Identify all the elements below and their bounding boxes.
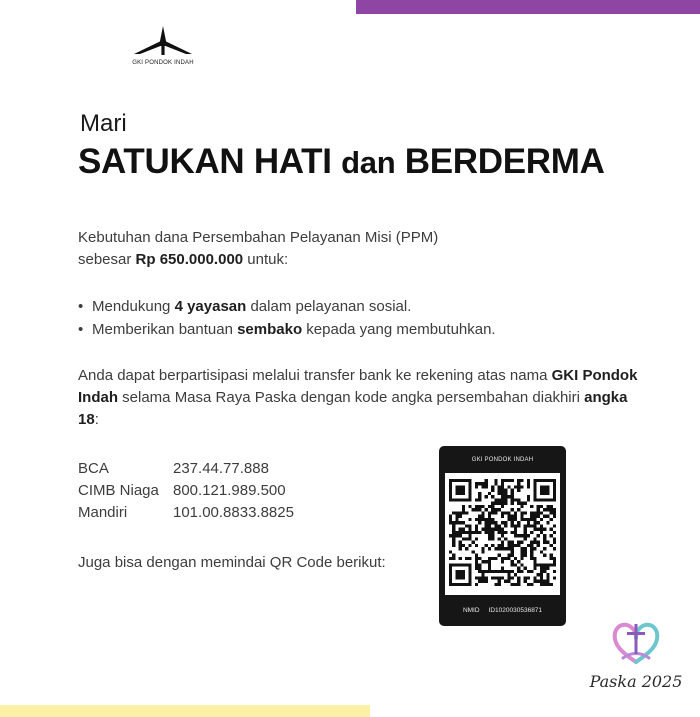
funding-amount: Rp 650.000.000: [135, 251, 244, 268]
event-logo: [586, 618, 686, 691]
qr-nmid: NMID ID1020030536871: [462, 607, 543, 614]
page-title: SATUKAN HATI dan BERDERMA: [78, 142, 605, 181]
event-name: Paska 2025: [589, 672, 683, 691]
church-logo: [128, 24, 198, 66]
bank-row: CIMB Niaga 800.121.989.500: [78, 480, 294, 502]
top-accent-bar: [356, 0, 700, 14]
intro-text: Mari: [80, 110, 127, 137]
hearts-cross-icon: [611, 618, 661, 666]
church-roof-icon: [132, 24, 194, 58]
qr-title: GKI PONDOK INDAH: [471, 457, 534, 463]
account-number[interactable]: 800.121.989.500: [173, 482, 286, 499]
bank-row: Mandiri 101.00.8833.8825: [78, 502, 294, 524]
funding-paragraph: Kebutuhan dana Persembahan Pelayanan Misi (PPM) sebesar Rp 650.000.000 untuk:: [78, 229, 439, 268]
purpose-list: [78, 295, 496, 341]
qr-code-area: [445, 473, 560, 595]
logo-text: GKI PONDOK INDAH: [132, 60, 194, 66]
bank-row: BCA 237.44.77.888: [78, 458, 294, 480]
bottom-accent-bar: [0, 705, 370, 717]
list-item: • Mendukung 4 yayasan dalam pelayanan sosial.: [78, 295, 496, 318]
account-number[interactable]: 237.44.77.888: [173, 460, 269, 477]
transfer-paragraph: Anda dapat berpartisipasi melalui transfer bank ke rekening atas nama GKI Pondok Indah selama Masa Raya Paska dengan kode angka persembahan diakhiri angka 18:: [78, 367, 638, 428]
qr-note: Juga bisa dengan memindai QR Code berikut:: [78, 554, 386, 571]
account-number[interactable]: 101.00.8833.8825: [173, 504, 294, 521]
qr-card[interactable]: [439, 446, 566, 626]
bank-accounts: [78, 458, 294, 524]
qr-code-icon[interactable]: [449, 479, 556, 586]
list-item: • Memberikan bantuan sembako kepada yang membutuhkan.: [78, 318, 496, 341]
